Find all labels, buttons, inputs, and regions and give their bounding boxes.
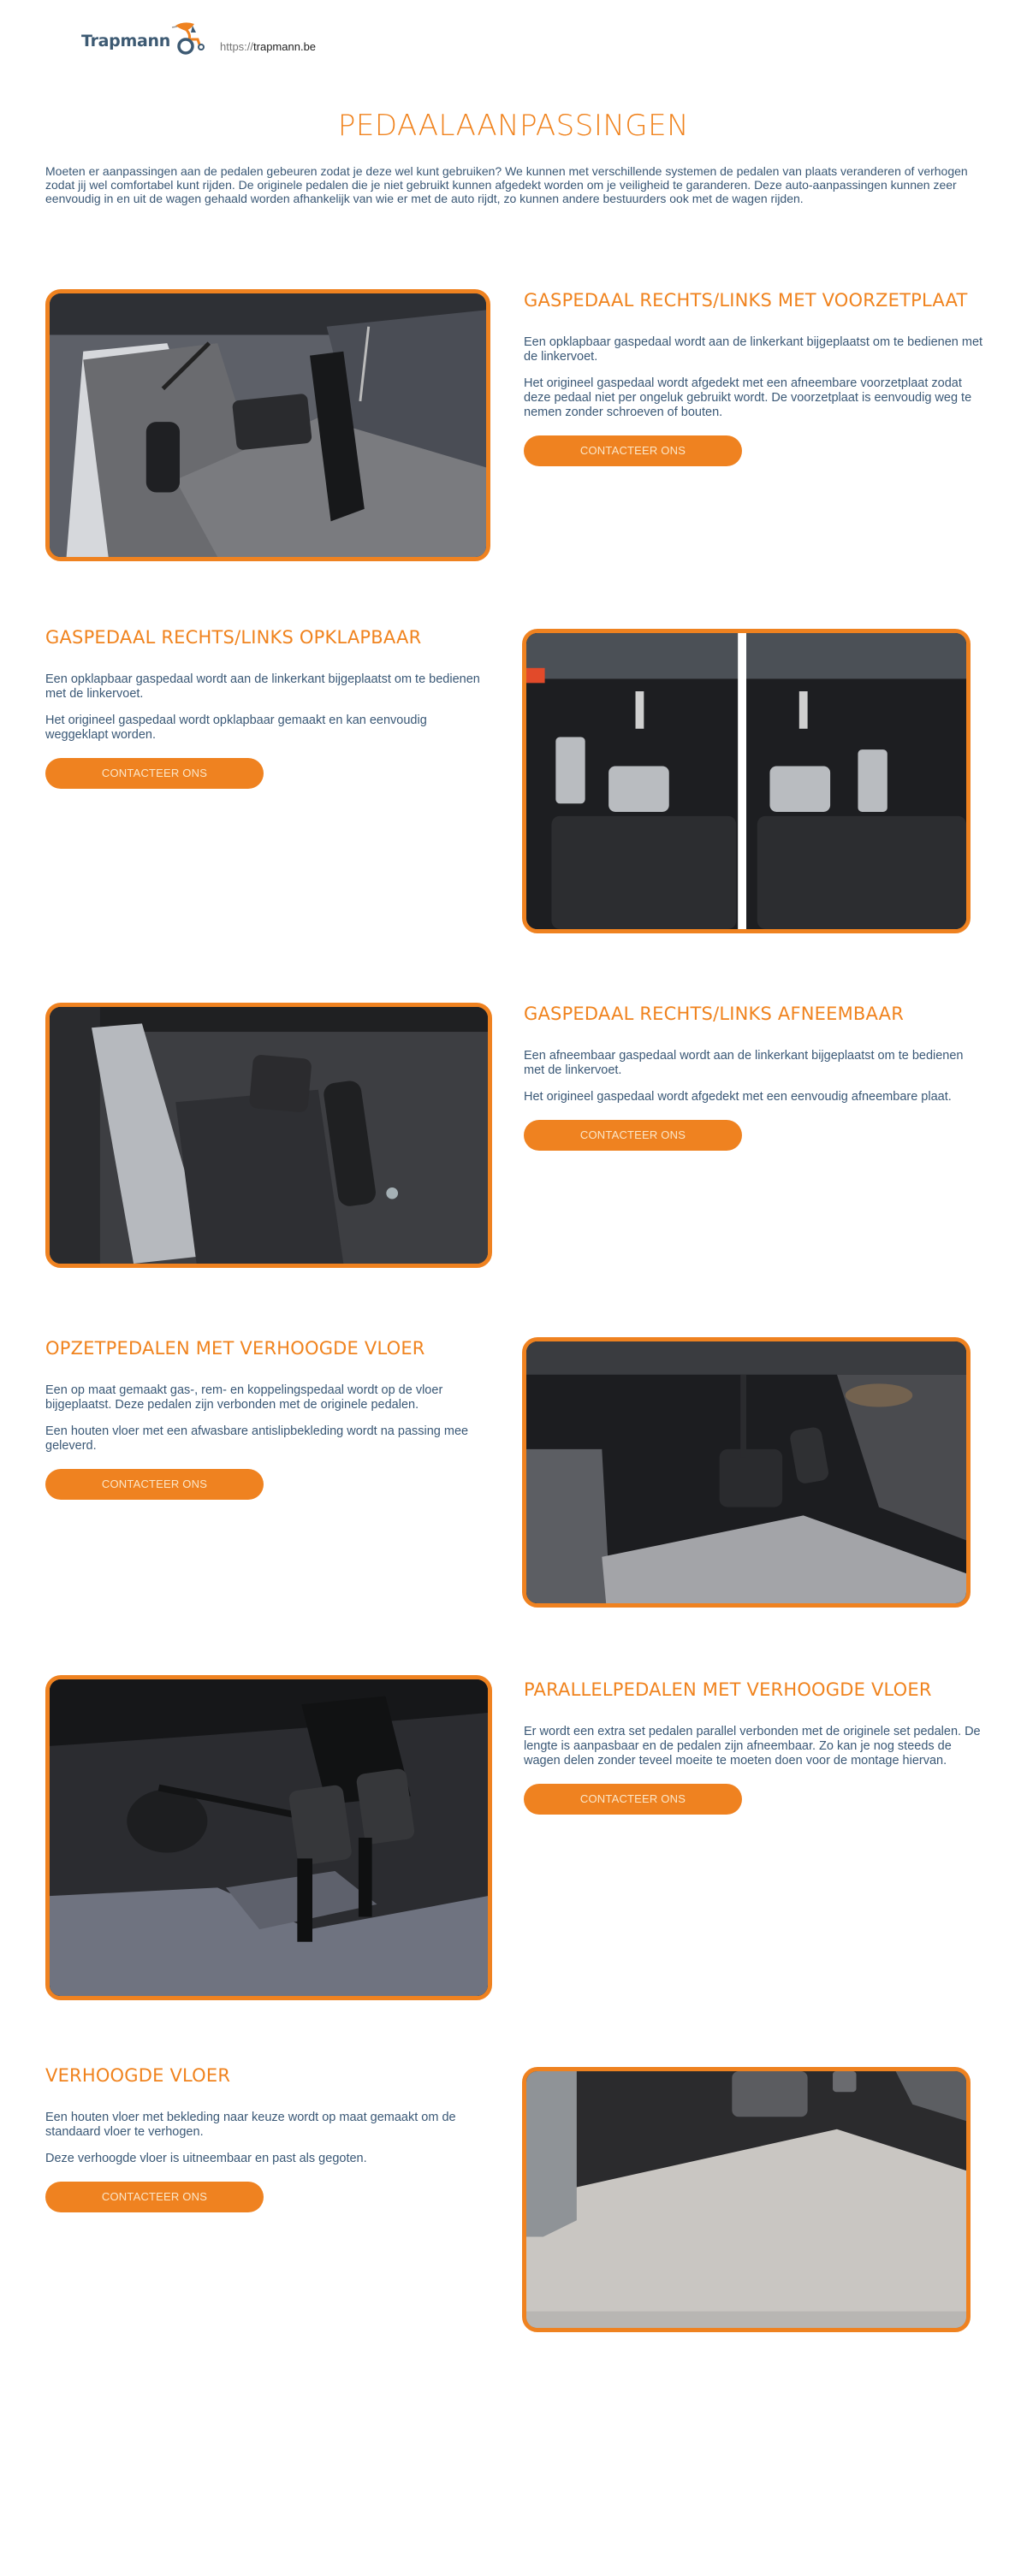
section-paragraph: Deze verhoogde vloer is uitneembaar en past als gegoten. (45, 2152, 367, 2165)
text-voorzetplaat (524, 289, 986, 466)
section-title: GASPEDAAL RECHTS/LINKS MET VOORZETPLAAT (524, 290, 968, 311)
photo-parallelpedalen (45, 1675, 492, 2000)
contact-button[interactable]: CONTACTEER ONS (45, 758, 264, 789)
text-verhoogde-vloer (45, 2064, 490, 2212)
contact-button[interactable]: CONTACTEER ONS (524, 1784, 742, 1815)
site-header (0, 0, 1027, 86)
wheelchair-logo-icon (169, 19, 207, 56)
site-url[interactable] (220, 40, 316, 53)
text-opzetpedalen (45, 1337, 490, 1500)
section-title: PARALLELPEDALEN MET VERHOOGDE VLOER (524, 1679, 932, 1700)
photo-afneembaar (45, 1003, 492, 1268)
photo-opzetpedalen (522, 1337, 971, 1608)
photo-voorzetplaat (45, 289, 490, 561)
trapmann-logo[interactable] (81, 26, 207, 56)
url-scheme: https:// (220, 40, 254, 53)
page-title: PEDAALAANPASSINGEN (337, 109, 690, 143)
text-opklapbaar (45, 626, 490, 789)
contact-button[interactable]: CONTACTEER ONS (45, 2182, 264, 2212)
section-paragraph: Een houten vloer met bekleding naar keuze wordt op maat gemaakt om de standaard vloer te verhogen. (45, 2111, 456, 2139)
photo-opklapbaar (522, 629, 971, 933)
contact-button[interactable]: CONTACTEER ONS (524, 1120, 742, 1151)
contact-button[interactable]: CONTACTEER ONS (45, 1469, 264, 1500)
section-paragraph: Een op maat gemaakt gas-, rem- en koppelingspedaal wordt op de vloer bijgeplaatst. Deze pedalen zijn verbonden met de originele pedalen. (45, 1383, 443, 1412)
section-paragraph: Het origineel gaspedaal wordt afgedekt met een afneembare voorzetplaat zodat deze pedaal niet per ongeluk gebruikt wordt. De voorzetplaat is eenvoudig weg te nemen zonder schroeven of bouten. (524, 376, 972, 419)
section-title: GASPEDAAL RECHTS/LINKS AFNEEMBAAR (524, 1004, 905, 1024)
section-paragraph: Er wordt een extra set pedalen parallel verbonden met de originele set pedalen. De lengte is aanpasbaar en de pedalen zijn afneembaar. Zo kan je nog steeds de wagen delen zonder teveel moeite te moeten doen voor de montage hiervan. (524, 1725, 981, 1768)
section-title: GASPEDAAL RECHTS/LINKS OPKLAPBAAR (45, 627, 422, 648)
section-paragraph: Een afneembaar gaspedaal wordt aan de linkerkant bijgeplaatst om te bedienen met de linkervoet. (524, 1049, 964, 1077)
section-paragraph: Een houten vloer met een afwasbare antislipbekleding wordt na passing mee geleverd. (45, 1424, 469, 1453)
section-paragraph: Een opklapbaar gaspedaal wordt aan de linkerkant bijgeplaatst om te bedienen met de linkervoet. (45, 672, 480, 701)
text-afneembaar (524, 1003, 986, 1151)
intro-text: Moeten er aanpassingen aan de pedalen gebeuren zodat je deze wel kunt gebruiken? We kunnen met verschillende systemen de pedalen van plaats veranderen of verhogen zodat jij wel comfortabel kunt rijden. De originele pedalen die je niet gebruikt kunnen afgedekt worden om je veiligheid te garanderen. Deze auto-aanpassingen kunnen zeer eenvoudig in en uit de wagen gehaald worden afhankelijk van wie er met de auto rijdt, zo kunnen andere bestuurders ook met de wagen rijden. (45, 164, 968, 205)
url-host: trapmann.be (253, 40, 317, 53)
section-paragraph: Het origineel gaspedaal wordt afgedekt met een eenvoudig afneembare plaat. (524, 1090, 952, 1104)
text-parallelpedalen (524, 1679, 986, 1815)
section-paragraph: Een opklapbaar gaspedaal wordt aan de linkerkant bijgeplaatst om te bedienen met de linkervoet. (524, 335, 983, 364)
logo-text: Trapmann (81, 32, 170, 50)
contact-button[interactable]: CONTACTEER ONS (524, 435, 742, 466)
section-title: VERHOOGDE VLOER (45, 2065, 231, 2086)
photo-verhoogde-vloer (522, 2067, 971, 2332)
section-paragraph: Het origineel gaspedaal wordt opklapbaar gemaakt en kan eenvoudig weggeklapt worden. (45, 714, 427, 742)
section-title: OPZETPEDALEN MET VERHOOGDE VLOER (45, 1338, 425, 1359)
